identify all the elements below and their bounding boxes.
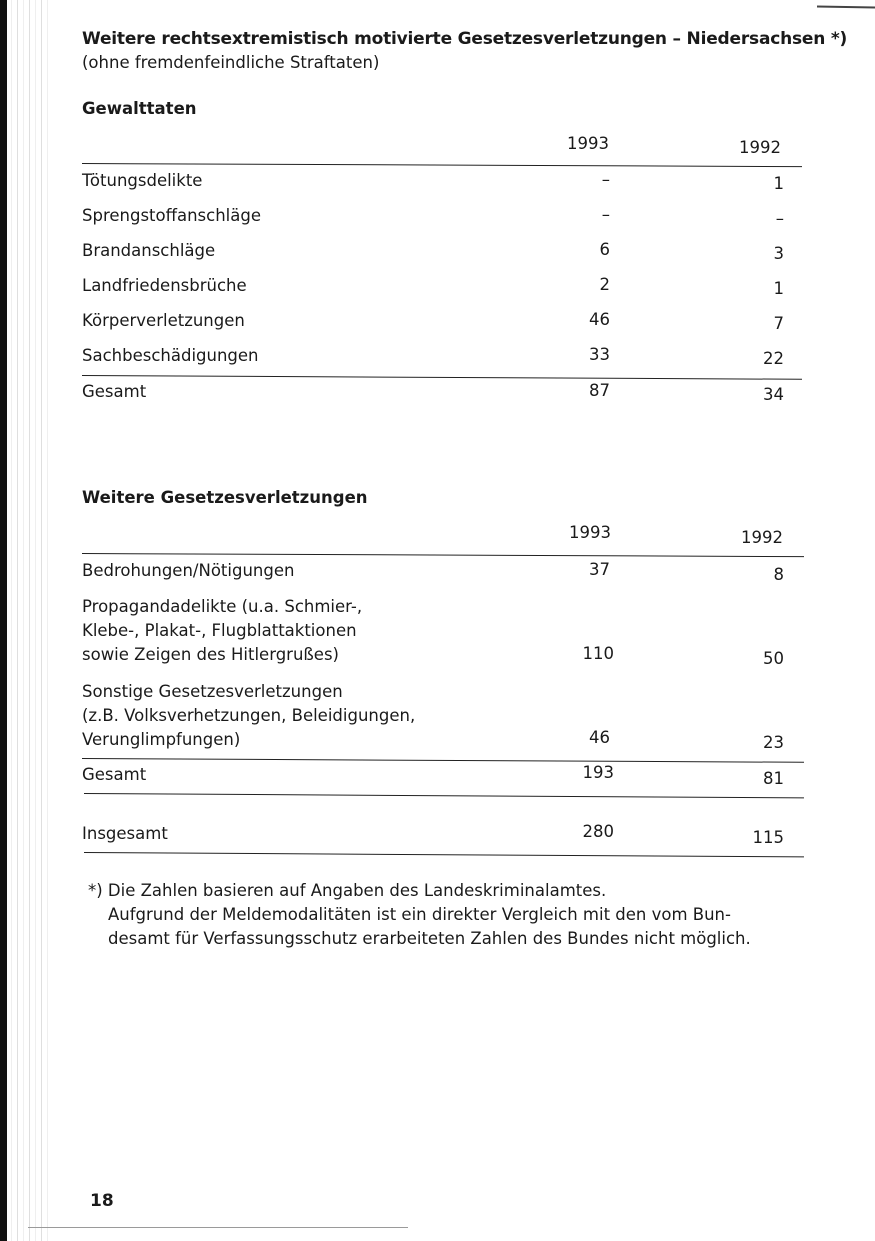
table-rule-below-gesamt xyxy=(84,793,804,798)
value-1992-sonstige: 23 xyxy=(763,733,784,752)
value-1992-gesamt-gewalttaten: 34 xyxy=(763,385,784,404)
row-label-sprengstoffanschlaege: Sprengstoffanschläge xyxy=(82,206,261,225)
column-header-1992-weitere: 1992 xyxy=(741,528,783,547)
column-header-1993-weitere: 1993 xyxy=(569,523,611,542)
value-1992-sachbeschaedigungen: 22 xyxy=(763,349,784,368)
row-label-gesamt-gewalttaten: Gesamt xyxy=(82,382,147,401)
section-heading-gewalttaten: Gewalttaten xyxy=(82,99,197,118)
value-1993-sprengstoffanschlaege: – xyxy=(601,205,610,224)
row-label-sachbeschaedigungen: Sachbeschädigungen xyxy=(82,346,259,365)
value-1993-brandanschlaege: 6 xyxy=(599,240,610,259)
row-label-line: Propagandadelikte (u.a. Schmier-, xyxy=(82,597,363,616)
value-1992-koerperverletzungen: 7 xyxy=(773,314,784,333)
table-rule-total-weitere xyxy=(82,758,804,763)
row-label-toetungsdelikte: Tötungsdelikte xyxy=(82,171,203,190)
page-subtitle: (ohne fremdenfeindliche Straftaten) xyxy=(82,53,380,72)
row-label-line: Klebe-, Plakat-, Flugblattaktionen xyxy=(82,621,357,640)
footnote xyxy=(88,879,751,951)
value-1992-gesamt-weitere: 81 xyxy=(763,769,784,788)
value-1992-propagandadelikte: 50 xyxy=(763,649,784,668)
value-1993-gesamt-weitere: 193 xyxy=(582,763,614,782)
table-rule-top xyxy=(82,163,802,167)
scan-corner-mark xyxy=(817,5,875,8)
row-label-gesamt-weitere: Gesamt xyxy=(82,765,147,784)
row-label-line: Sonstige Gesetzesverletzungen xyxy=(82,682,343,701)
section-heading-weitere: Weitere Gesetzesverletzungen xyxy=(82,488,368,507)
row-label-brandanschlaege: Brandanschläge xyxy=(82,241,216,260)
row-label-line: sowie Zeigen des Hitlergrußes) xyxy=(82,645,339,664)
table-rule-bottom xyxy=(84,852,804,857)
page-number: 18 xyxy=(90,1191,114,1211)
footnote-line: desamt für Verfassungsschutz erarbeiteten Zahlen des Bundes nicht möglich. xyxy=(108,929,751,948)
value-1993-sachbeschaedigungen: 33 xyxy=(589,345,610,364)
value-1993-gesamt-gewalttaten: 87 xyxy=(589,381,610,400)
column-header-1992: 1992 xyxy=(739,138,781,157)
value-1992-landfriedensbrueche: 1 xyxy=(773,279,784,298)
footnote-line: *) Die Zahlen basieren auf Angaben des Landeskriminalamtes. xyxy=(88,881,607,900)
value-1993-toetungsdelikte: – xyxy=(601,170,610,189)
row-label-koerperverletzungen: Körperverletzungen xyxy=(82,311,245,330)
value-1993-propagandadelikte: 110 xyxy=(582,644,614,663)
value-1993-bedrohungen: 37 xyxy=(589,560,610,579)
footnote-line: Aufgrund der Meldemodalitäten ist ein direkter Vergleich mit den vom Bun- xyxy=(108,905,731,924)
value-1993-sonstige: 46 xyxy=(589,728,610,747)
row-label-landfriedensbrueche: Landfriedensbrüche xyxy=(82,276,247,295)
row-label-line: (z.B. Volksverhetzungen, Beleidigungen, xyxy=(82,706,416,725)
column-header-1993: 1993 xyxy=(567,134,609,153)
scan-left-edge xyxy=(0,0,48,1241)
row-label-propagandadelikte xyxy=(82,595,362,667)
value-1992-bedrohungen: 8 xyxy=(773,565,784,584)
value-1993-landfriedensbrueche: 2 xyxy=(599,275,610,294)
value-1992-brandanschlaege: 3 xyxy=(773,244,784,263)
value-1992-insgesamt: 115 xyxy=(752,828,784,847)
value-1992-toetungsdelikte: 1 xyxy=(773,174,784,193)
value-1993-koerperverletzungen: 46 xyxy=(589,310,610,329)
row-label-insgesamt: Insgesamt xyxy=(82,824,168,843)
value-1992-sprengstoffanschlaege: – xyxy=(775,209,784,228)
row-label-sonstige xyxy=(82,680,415,752)
table-rule-top-weitere xyxy=(82,553,804,557)
row-label-bedrohungen: Bedrohungen/Nötigungen xyxy=(82,561,295,580)
page-title: Weitere rechtsextremistisch motivierte Gesetzesverletzungen – Niedersachsen *) xyxy=(82,29,848,49)
value-1993-insgesamt: 280 xyxy=(582,822,614,841)
table-rule-total xyxy=(82,375,802,380)
scan-binding-shadow xyxy=(0,0,7,1241)
scan-bottom-mark xyxy=(28,1227,408,1228)
row-label-line: Verunglimpfungen) xyxy=(82,730,241,749)
